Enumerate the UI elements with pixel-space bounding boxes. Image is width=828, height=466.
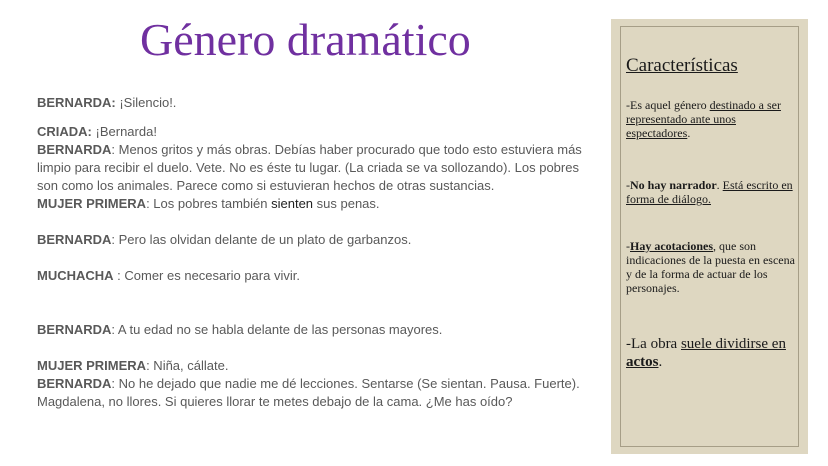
speaker-name: MUJER PRIMERA: [37, 358, 147, 373]
dialogue-line: [37, 357, 597, 375]
dialogue-line: [37, 375, 597, 411]
speaker-name: BERNARDA: [37, 232, 112, 247]
speaker-name: BERNARDA: [37, 376, 112, 391]
item-text: , que son indicaciones de la puesta en escena y de la forma de actuar de los personajes.: [626, 239, 795, 295]
speaker-name: BERNARDA: [37, 322, 112, 337]
line-text: : Pero las olvidan delante de un plato de garbanzos.: [111, 232, 412, 247]
item-underlined: Está escrito en forma de diálogo.: [626, 178, 793, 206]
line-text: sus penas.: [313, 196, 380, 211]
line-text: : Menos gritos y más obras. Debías haber procurado que todo esto estuviera más limpio para recibir el duelo. Vete. No es éste tu lugar. (La criada se va sollozando). Los pobres son como los animales. Parece como si estuvieran hechos de otras sustancias.: [37, 142, 582, 193]
page-title: Género dramático: [140, 14, 471, 65]
panel-heading: Características: [626, 55, 738, 76]
speaker-name: MUCHACHA: [37, 268, 114, 283]
line-text: : Niña, cállate.: [146, 358, 229, 373]
dialogue-excerpt: [37, 94, 597, 411]
item-text: .: [658, 354, 663, 370]
line-text: : Comer es necesario para vivir.: [113, 268, 300, 283]
item-text: -Es aquel género: [626, 98, 710, 112]
dialogue-line: [37, 94, 597, 112]
item-bold-underlined: Hay acotaciones: [630, 239, 713, 253]
item-text: -La obra: [626, 336, 681, 352]
item-text: -: [626, 178, 630, 192]
item-text: .: [716, 178, 723, 192]
characteristic-item: [626, 178, 800, 206]
line-text: : No he dejado que nadie me dé lecciones. Sentarse (Se sientan. Pausa. Fuerte). Magdalena, no llores. Si quieres llorar te metes debajo de la cama. ¿Me has oído?: [37, 376, 580, 409]
characteristic-item: [626, 98, 800, 140]
item-text: -: [626, 239, 630, 253]
panel-content: [626, 54, 800, 371]
speaker-name: BERNARDA: [37, 142, 112, 157]
speaker-name: CRIADA:: [37, 124, 92, 139]
item-bold-underlined: actos: [626, 354, 659, 370]
line-text: : A tu edad no se habla delante de las personas mayores.: [111, 322, 443, 337]
line-text: ¡Bernarda!: [95, 124, 157, 139]
item-bold: No hay narrador: [630, 178, 717, 192]
dialogue-line: [37, 231, 597, 249]
item-text: .: [687, 126, 691, 140]
item-underlined: destinado a ser representado ante unos espectadores: [626, 98, 781, 140]
characteristic-item: [626, 239, 800, 295]
dialogue-line: [37, 321, 597, 339]
speaker-name: BERNARDA:: [37, 95, 116, 110]
dialogue-line: [37, 141, 597, 195]
dialogue-line: [37, 195, 597, 213]
line-emphasis: sienten: [271, 196, 314, 211]
characteristics-panel: [611, 19, 808, 454]
line-text: ¡Silencio!.: [119, 95, 177, 110]
characteristic-item: [626, 335, 800, 371]
dialogue-line: [37, 267, 597, 285]
speaker-name: MUJER PRIMERA: [37, 196, 147, 211]
dialogue-line: [37, 123, 597, 141]
item-underlined: suele dividirse en: [680, 336, 786, 352]
line-text: : Los pobres también: [146, 196, 272, 211]
